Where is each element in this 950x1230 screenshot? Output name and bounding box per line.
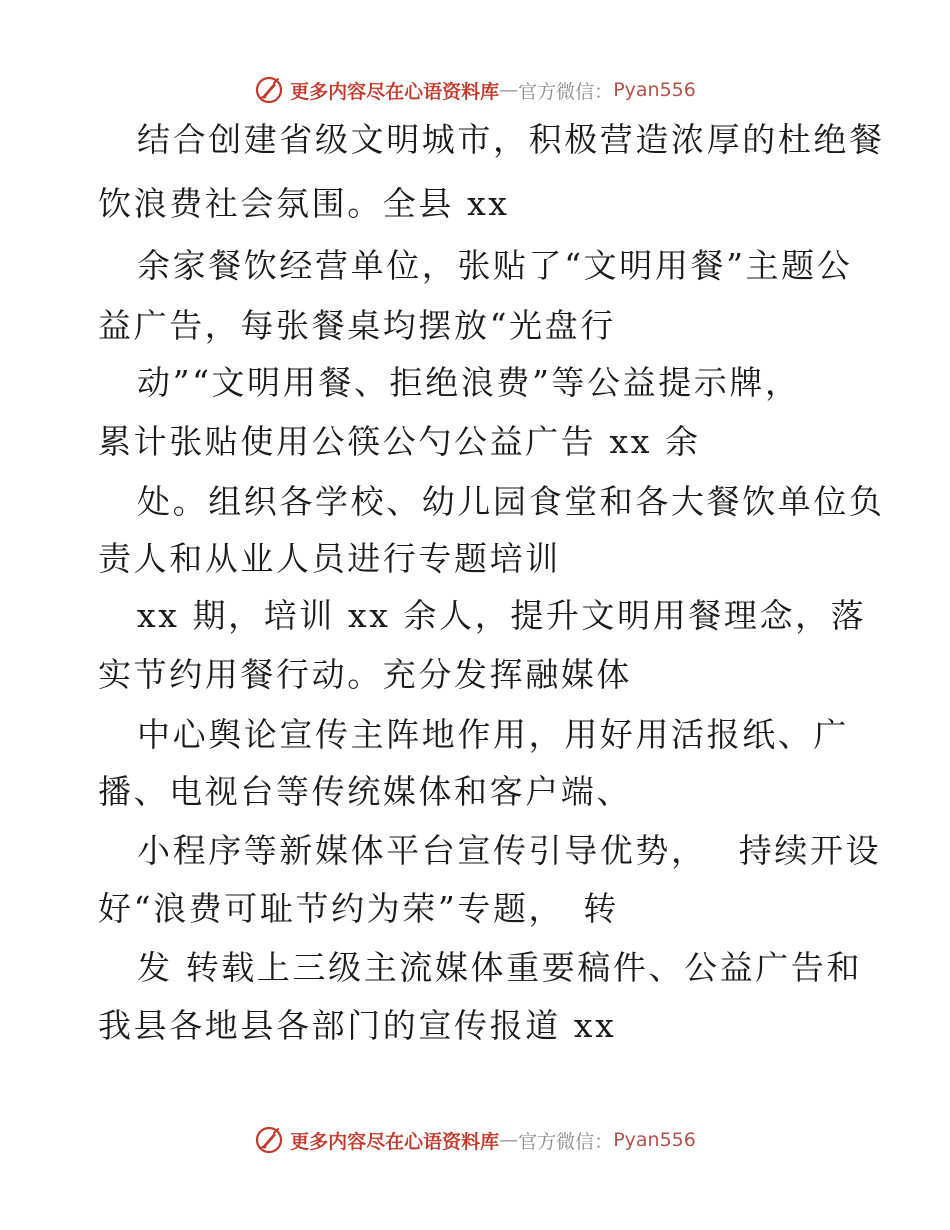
footer-banner <box>0 1122 950 1158</box>
banner-official-label: 官方微信： <box>518 1130 614 1153</box>
banner-brand-text: 更多内容尽在心语资料库 <box>290 1130 500 1153</box>
body-line: 我县各地县各部门的宣传报道 xx <box>98 1006 617 1045</box>
body-line: 益广告，每张餐桌均摆放“光盘行 <box>98 306 616 345</box>
banner-wechat-id: Pyan556 <box>613 79 696 101</box>
banner-brand-text: 更多内容尽在心语资料库 <box>290 80 500 103</box>
body-line: 实节约用餐行动。充分发挥融媒体 <box>98 655 632 694</box>
banner-official-label: 官方微信： <box>518 80 614 103</box>
body-line: 好“浪费可耻节约为荣”专题， 转 <box>98 889 619 928</box>
banner-separator: — <box>499 79 519 101</box>
body-line: 播、电视台等传统媒体和客户端、 <box>98 772 632 811</box>
body-line: 处。组织各学校、幼儿园食堂和各大餐饮单位负 <box>137 482 885 521</box>
body-line: 结合创建省级文明城市，积极营造浓厚的杜绝餐 <box>137 120 885 159</box>
body-line: 余家餐饮经营单位，张贴了“文明用餐”主题公 <box>137 246 853 285</box>
body-line: 饮浪费社会氛围。全县 xx <box>98 184 510 223</box>
body-line: 中心舆论宣传主阵地作用，用好用活报纸、广 <box>137 715 849 754</box>
body-line: 小程序等新媒体平台宣传引导优势， 持续开设 <box>137 831 882 870</box>
quill-pen-logo-icon <box>254 1125 284 1155</box>
body-line: 动”“文明用餐、拒绝浪费”等公益提示牌， <box>137 363 801 402</box>
body-line: 发 转载上三级主流媒体重要稿件、公益广告和 <box>137 948 863 987</box>
banner-separator: — <box>499 1129 519 1151</box>
body-line: 责人和从业人员进行专题培训 <box>98 539 561 578</box>
body-line: 累计张贴使用公筷公勺公益广告 xx 余 <box>98 422 701 461</box>
quill-pen-logo-icon <box>254 75 284 105</box>
header-banner <box>0 72 950 108</box>
body-line: xx 期，培训 xx 余人，提升文明用餐理念，落 <box>137 596 867 635</box>
banner-wechat-id: Pyan556 <box>613 1129 696 1151</box>
